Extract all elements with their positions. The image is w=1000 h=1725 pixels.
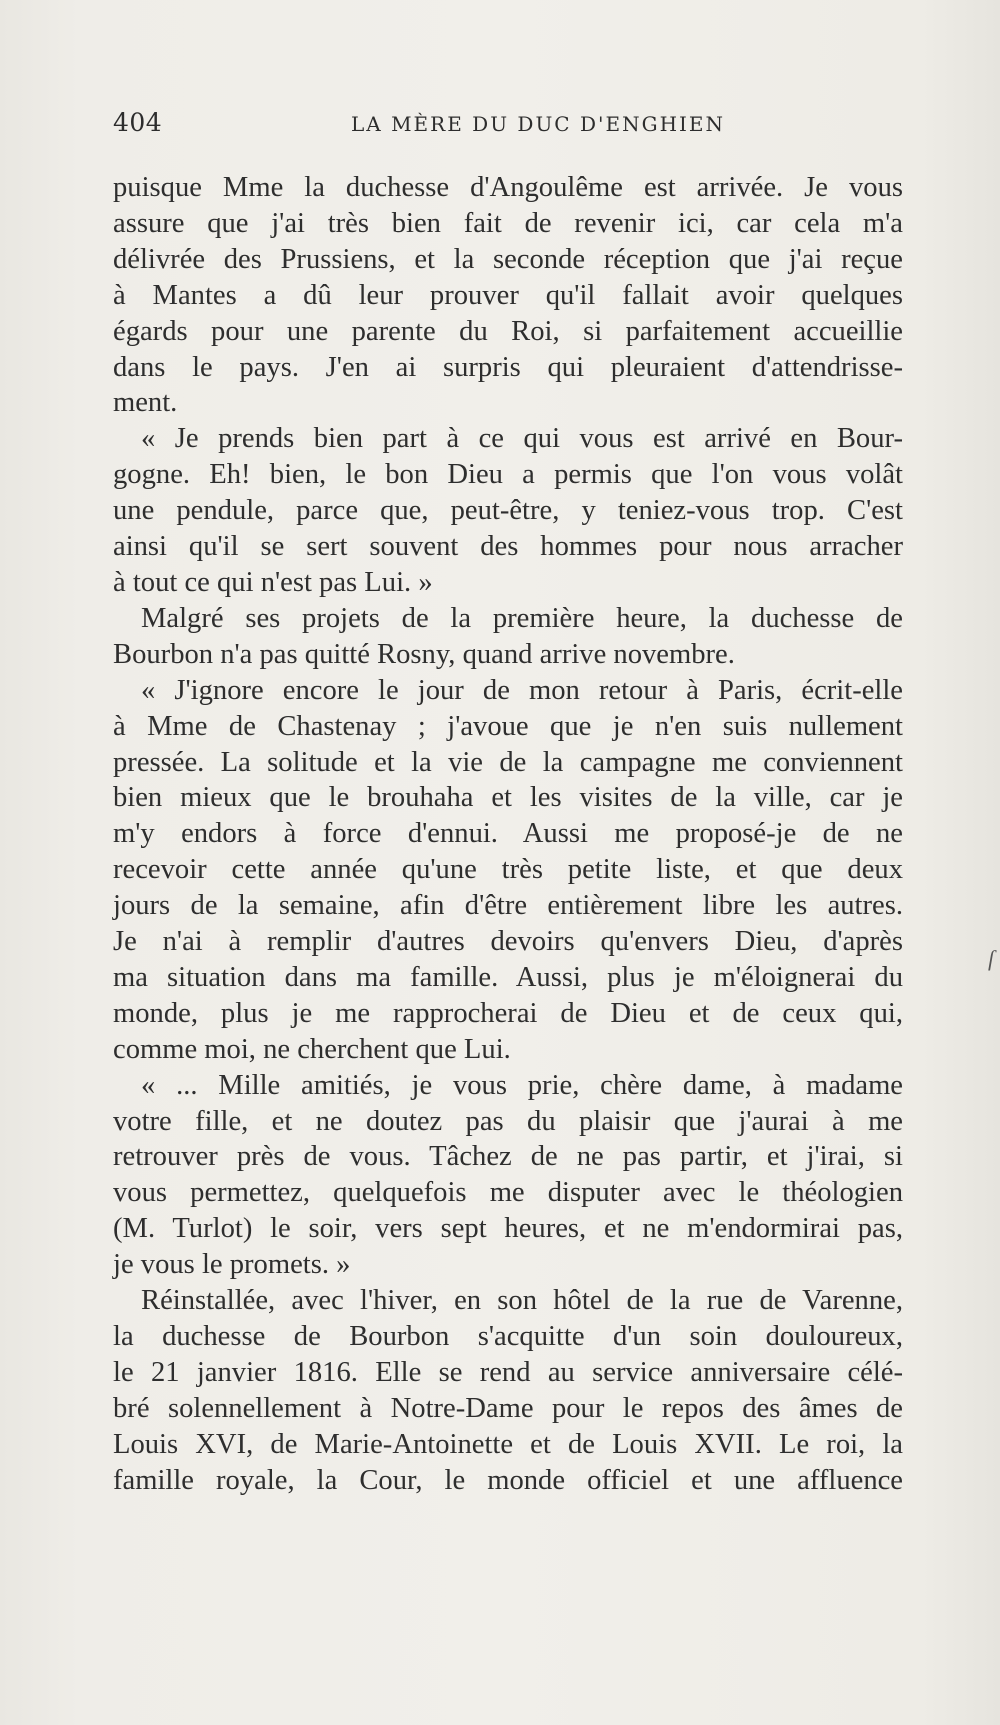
text-line: Je n'ai à remplir d'autres devoirs qu'envers Dieu, d'après <box>113 926 903 958</box>
text-line: jours de la semaine, afin d'être entièrement libre les autres. <box>113 890 903 922</box>
text-line: puisque Mme la duchesse d'Angoulême est arrivée. Je vous <box>113 172 903 203</box>
text-line: famille royale, la Cour, le monde officiel et une affluence <box>113 1464 903 1496</box>
text-line: m'y endors à force d'ennui. Aussi me proposé-je de ne <box>113 818 903 850</box>
text-line: recevoir cette année qu'une très petite liste, et que deux <box>113 854 903 886</box>
text-line: « Je prends bien part à ce qui vous est arrivé en Bour- <box>141 423 903 455</box>
text-line: vous permettez, quelquefois me disputer avec le théologien <box>113 1177 903 1209</box>
text-line: Bourbon n'a pas quitté Rosny, quand arrive novembre. <box>113 638 735 670</box>
text-line: ment. <box>113 387 178 419</box>
running-head: LA MÈRE DU DUC D'ENGHIEN <box>350 112 726 136</box>
text-line: ainsi qu'il se sert souvent des hommes pour nous arracher <box>113 531 903 563</box>
text-line: Malgré ses projets de la première heure, la duchesse de <box>141 602 903 634</box>
margin-mark: ſ <box>988 946 995 971</box>
text-line: Louis XVI, de Marie-Antoinette et de Louis XVII. Le roi, la <box>113 1428 903 1460</box>
text-line: retrouver près de vous. Tâchez de ne pas partir, et j'irai, si <box>113 1141 903 1173</box>
page-header <box>113 108 903 142</box>
text-line: ma situation dans ma famille. Aussi, plus je m'éloignerai du <box>113 961 903 993</box>
text-line: égards pour une parente du Roi, si parfaitement accueillie <box>113 315 903 347</box>
text-line: à tout ce qui n'est pas Lui. » <box>113 566 433 598</box>
text-line: (M. Turlot) le soir, vers sept heures, et ne m'endormirai pas, <box>113 1213 903 1245</box>
text-line: à Mantes a dû leur prouver qu'il fallait avoir quelques <box>113 279 903 311</box>
text-line: pressée. La solitude et la vie de la campagne me conviennent <box>113 746 903 778</box>
text-line: gogne. Eh! bien, le bon Dieu a permis que l'on vous volât <box>113 459 903 491</box>
text-line: dans le pays. J'en ai surpris qui pleuraient d'attendrisse- <box>113 351 903 383</box>
text-line: à Mme de Chastenay ; j'avoue que je n'en suis nullement <box>113 710 903 742</box>
text-line: bien mieux que le brouhaha et les visites de la ville, car je <box>113 782 903 814</box>
text-line: « ... Mille amitiés, je vous prie, chère dame, à madame <box>141 1069 903 1101</box>
text-line: une pendule, parce que, peut-être, y teniez-vous trop. C'est <box>113 495 903 527</box>
text-line: monde, plus je me rapprocherai de Dieu et de ceux qui, <box>113 997 903 1029</box>
text-line: Réinstallée, avec l'hiver, en son hôtel de la rue de Varenne, <box>141 1285 903 1317</box>
text-line: assure que j'ai très bien fait de revenir ici, car cela m'a <box>113 207 903 239</box>
body-text <box>113 170 903 1499</box>
text-line: votre fille, et ne doutez pas du plaisir que j'aurai à me <box>113 1105 903 1137</box>
text-line: délivrée des Prussiens, et la seconde réception que j'ai reçue <box>113 243 903 275</box>
page-number: 404 <box>113 108 163 137</box>
text-line: je vous le promets. » <box>113 1249 351 1281</box>
text-line: comme moi, ne cherchent que Lui. <box>113 1033 511 1065</box>
text-line: bré solennellement à Notre-Dame pour le repos des âmes de <box>113 1392 903 1424</box>
text-line: la duchesse de Bourbon s'acquitte d'un soin douloureux, <box>113 1321 903 1352</box>
text-line: le 21 janvier 1816. Elle se rend au service anniversaire célé- <box>113 1356 903 1388</box>
text-line: « J'ignore encore le jour de mon retour à Paris, écrit-elle <box>141 674 903 706</box>
